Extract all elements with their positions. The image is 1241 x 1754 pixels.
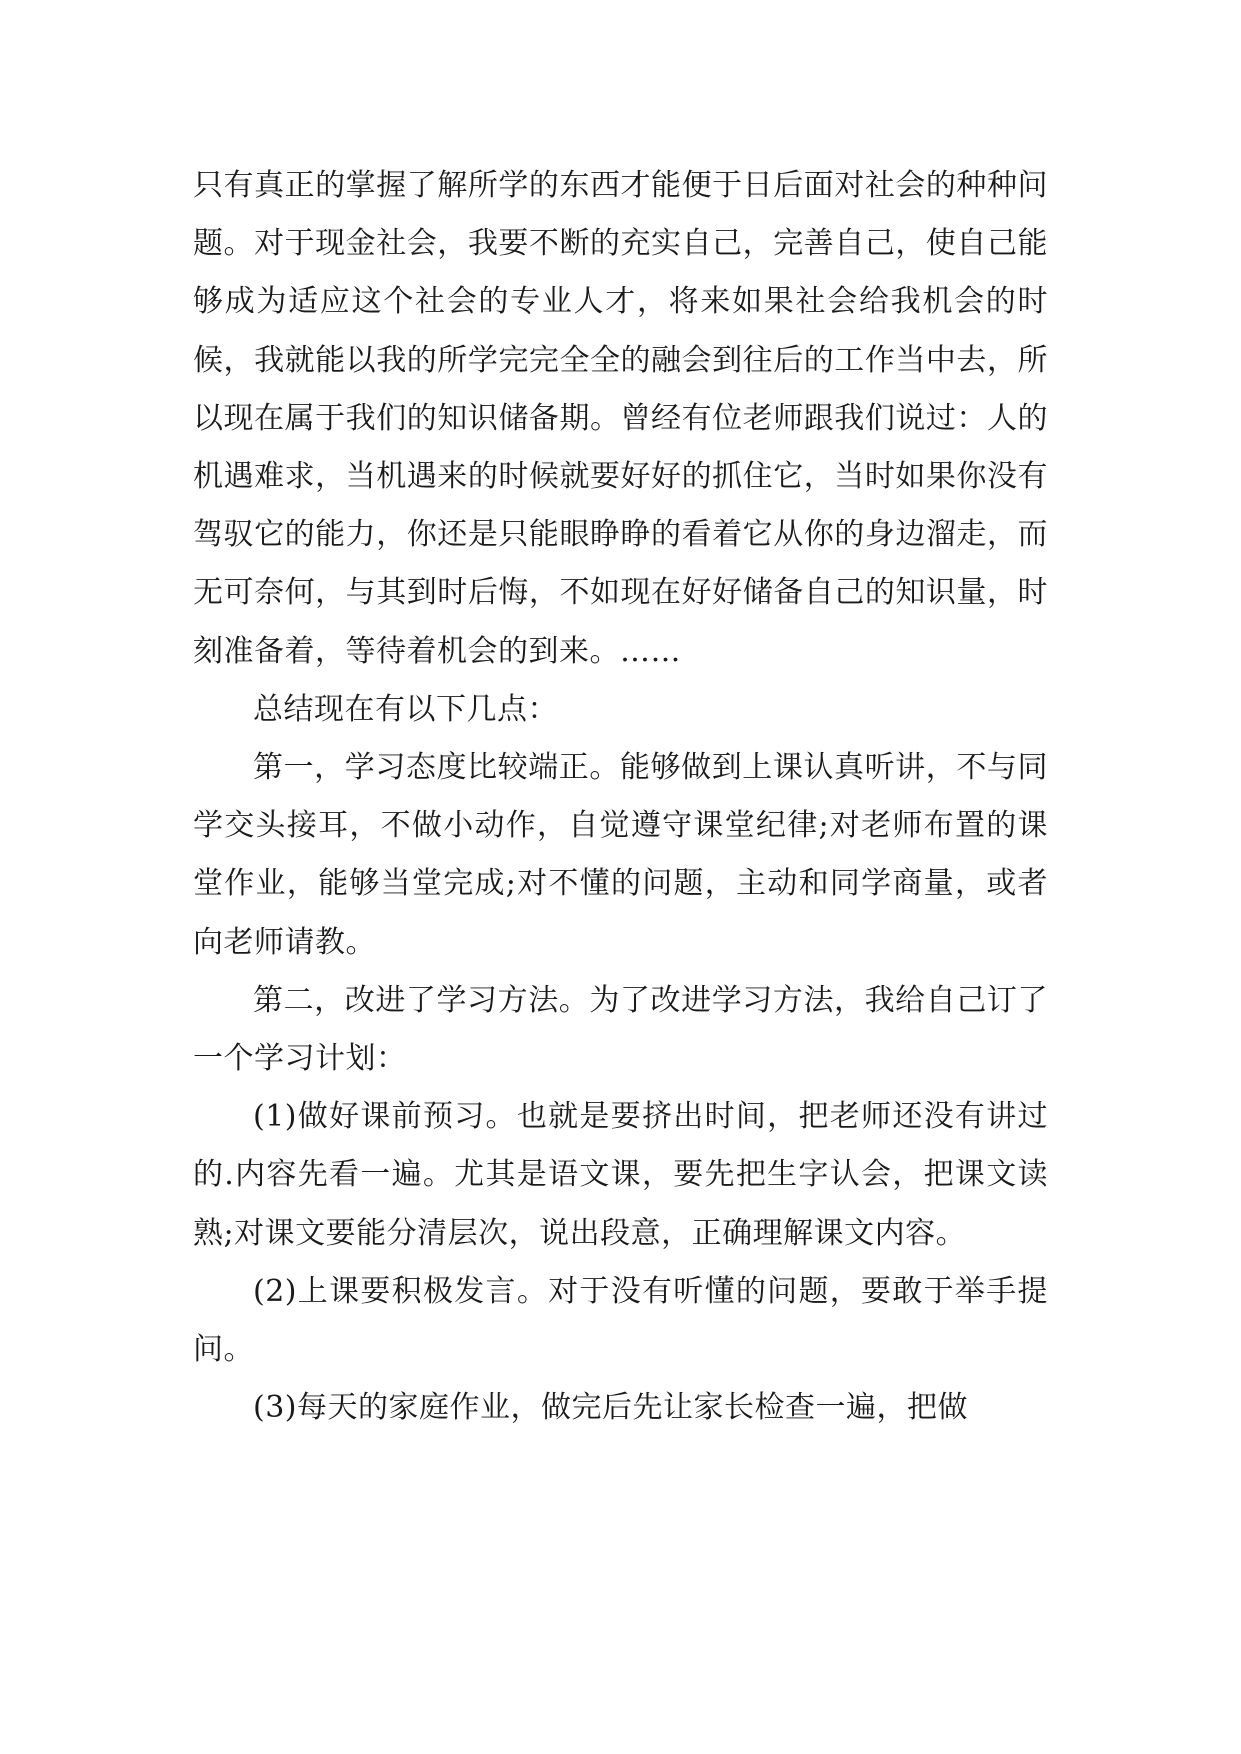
paragraph-summary-intro: 总结现在有以下几点：: [253, 691, 558, 727]
paragraph-plan-item-3: (3)每天的家庭作业，做完后先让家长检查一遍，把做: [253, 1390, 968, 1426]
paragraph-plan-item-1: (1)做好课前预习。也就是要挤出时间，把老师还没有讲过的.内容先看一遍。尤其是语文课，要先把生字认会，把课文读熟;对课文要能分清层次，说出段意，正确理解课文内容。: [193, 1099, 1048, 1251]
paragraph-point-two: 第二，改进了学习方法。为了改进学习方法，我给自己订了一个学习计划：: [193, 982, 1048, 1077]
paragraph-plan-item-2: (2)上课要积极发言。对于没有听懂的问题，要敢于举手提问。: [193, 1273, 1048, 1368]
paragraph-point-one: 第一，学习态度比较端正。能够做到上课认真听讲，不与同学交头接耳，不做小动作，自觉遵守课堂纪律;对老师布置的课堂作业，能够当堂完成;对不懂的问题，主动和同学商量，或者向老师请教。: [193, 750, 1048, 960]
paragraph-continuation: 只有真正的掌握了解所学的东西才能便于日后面对社会的种种问题。对于现金社会，我要不断的充实自己，完善自己，使自己能够成为适应这个社会的专业人才，将来如果社会给我机会的时候，我就能以我的所学完完全全的融会到往后的工作当中去，所以现在属于我们的知识储备期。曾经有位老师跟我们说过：人的机遇难求，当机遇来的时候就要好好的抓住它，当时如果你没有驾驭它的能力，你还是只能眼睁睁的看着它从你的身边溜走，而无可奈何，与其到时后悔，不如现在好好储备自己的知识量，时刻准备着，等待着机会的到来。……: [193, 168, 1048, 669]
document-body: [193, 157, 1048, 1437]
